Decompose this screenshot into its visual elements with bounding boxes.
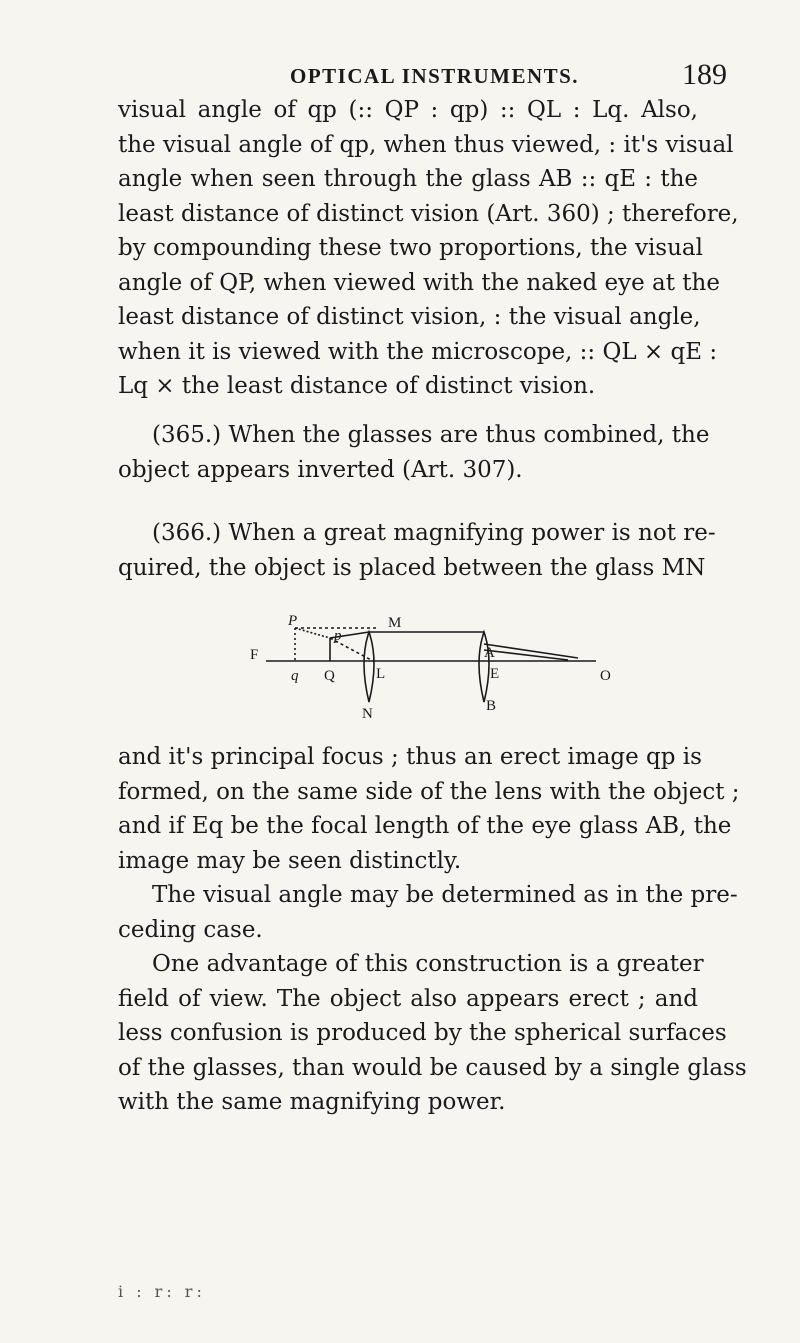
text-line: Lq × the least distance of distinct vision.: [118, 373, 596, 399]
label-A: A: [484, 645, 495, 661]
label-E: E: [490, 666, 500, 682]
text-line: One advantage of this construction is a greater: [152, 951, 704, 977]
text-line: least distance of distinct vision (Art. 360) ; therefore,: [118, 200, 739, 227]
text-line: field of view. The object also appears erect ; and: [118, 985, 698, 1012]
label-M: M: [388, 615, 402, 631]
paragraph-366: [118, 516, 716, 585]
label-O: O: [600, 668, 611, 684]
text-line: and if Eq be the focal length of the eye glass AB, the: [118, 813, 732, 839]
page-number: 189: [682, 58, 727, 91]
footer-mark: i : r: r:: [118, 1282, 206, 1301]
label-q: q: [291, 668, 299, 684]
text-line: The visual angle may be determined as in the pre-: [152, 882, 738, 908]
text-line: image may be seen distinctly.: [118, 847, 462, 874]
text-line: angle when seen through the glass AB :: qE : the: [118, 166, 698, 192]
label-F: F: [250, 647, 259, 663]
paragraph-1: [118, 93, 739, 404]
text-line: least distance of distinct vision, : the visual angle,: [118, 304, 701, 330]
text-line: ceding case.: [118, 916, 263, 943]
text-line: of the glasses, than would be caused by a single glass: [118, 1054, 747, 1081]
lens-AB: [479, 632, 489, 702]
running-head: OPTICAL INSTRUMENTS.: [290, 64, 580, 88]
text-line: angle of QP, when viewed with the naked eye at the: [118, 269, 720, 296]
text-line: formed, on the same side of the lens with the object ;: [118, 778, 740, 805]
text-line: with the same magnifying power.: [118, 1089, 506, 1115]
text-line: less confusion is produced by the spherical surfaces: [118, 1020, 727, 1046]
text-line: visual angle of qp (:: QP : qp) :: QL : Lq. Also,: [118, 97, 698, 123]
label-P: P: [288, 614, 298, 629]
text-line: and it's principal focus ; thus an erect image qp is: [118, 744, 702, 770]
label-B: B: [486, 698, 497, 714]
label-L: L: [376, 666, 386, 682]
paragraph-5: [118, 878, 738, 947]
text-line: (366.) When a great magnifying power is not re-: [152, 520, 716, 546]
label-p: p: [334, 628, 342, 644]
optics-diagram: [248, 614, 618, 724]
label-N: N: [362, 706, 373, 722]
text-line: by compounding these two proportions, the visual: [118, 235, 703, 261]
text-line: the visual angle of qp, when thus viewed, : it's visual: [118, 131, 734, 158]
label-Q: Q: [324, 668, 335, 684]
text-line: (365.) When the glasses are thus combined, the: [152, 422, 710, 448]
text-line: when it is viewed with the microscope, :: QL × qE :: [118, 338, 718, 365]
lens-MN: [364, 632, 374, 702]
paragraph-6: [118, 947, 747, 1120]
text-line: object appears inverted (Art. 307).: [118, 456, 523, 483]
paragraph-4: [118, 740, 740, 878]
ray-dotted-short: [295, 628, 330, 638]
paragraph-365: [118, 418, 710, 487]
text-line: quired, the object is placed between the glass MN: [118, 554, 706, 581]
